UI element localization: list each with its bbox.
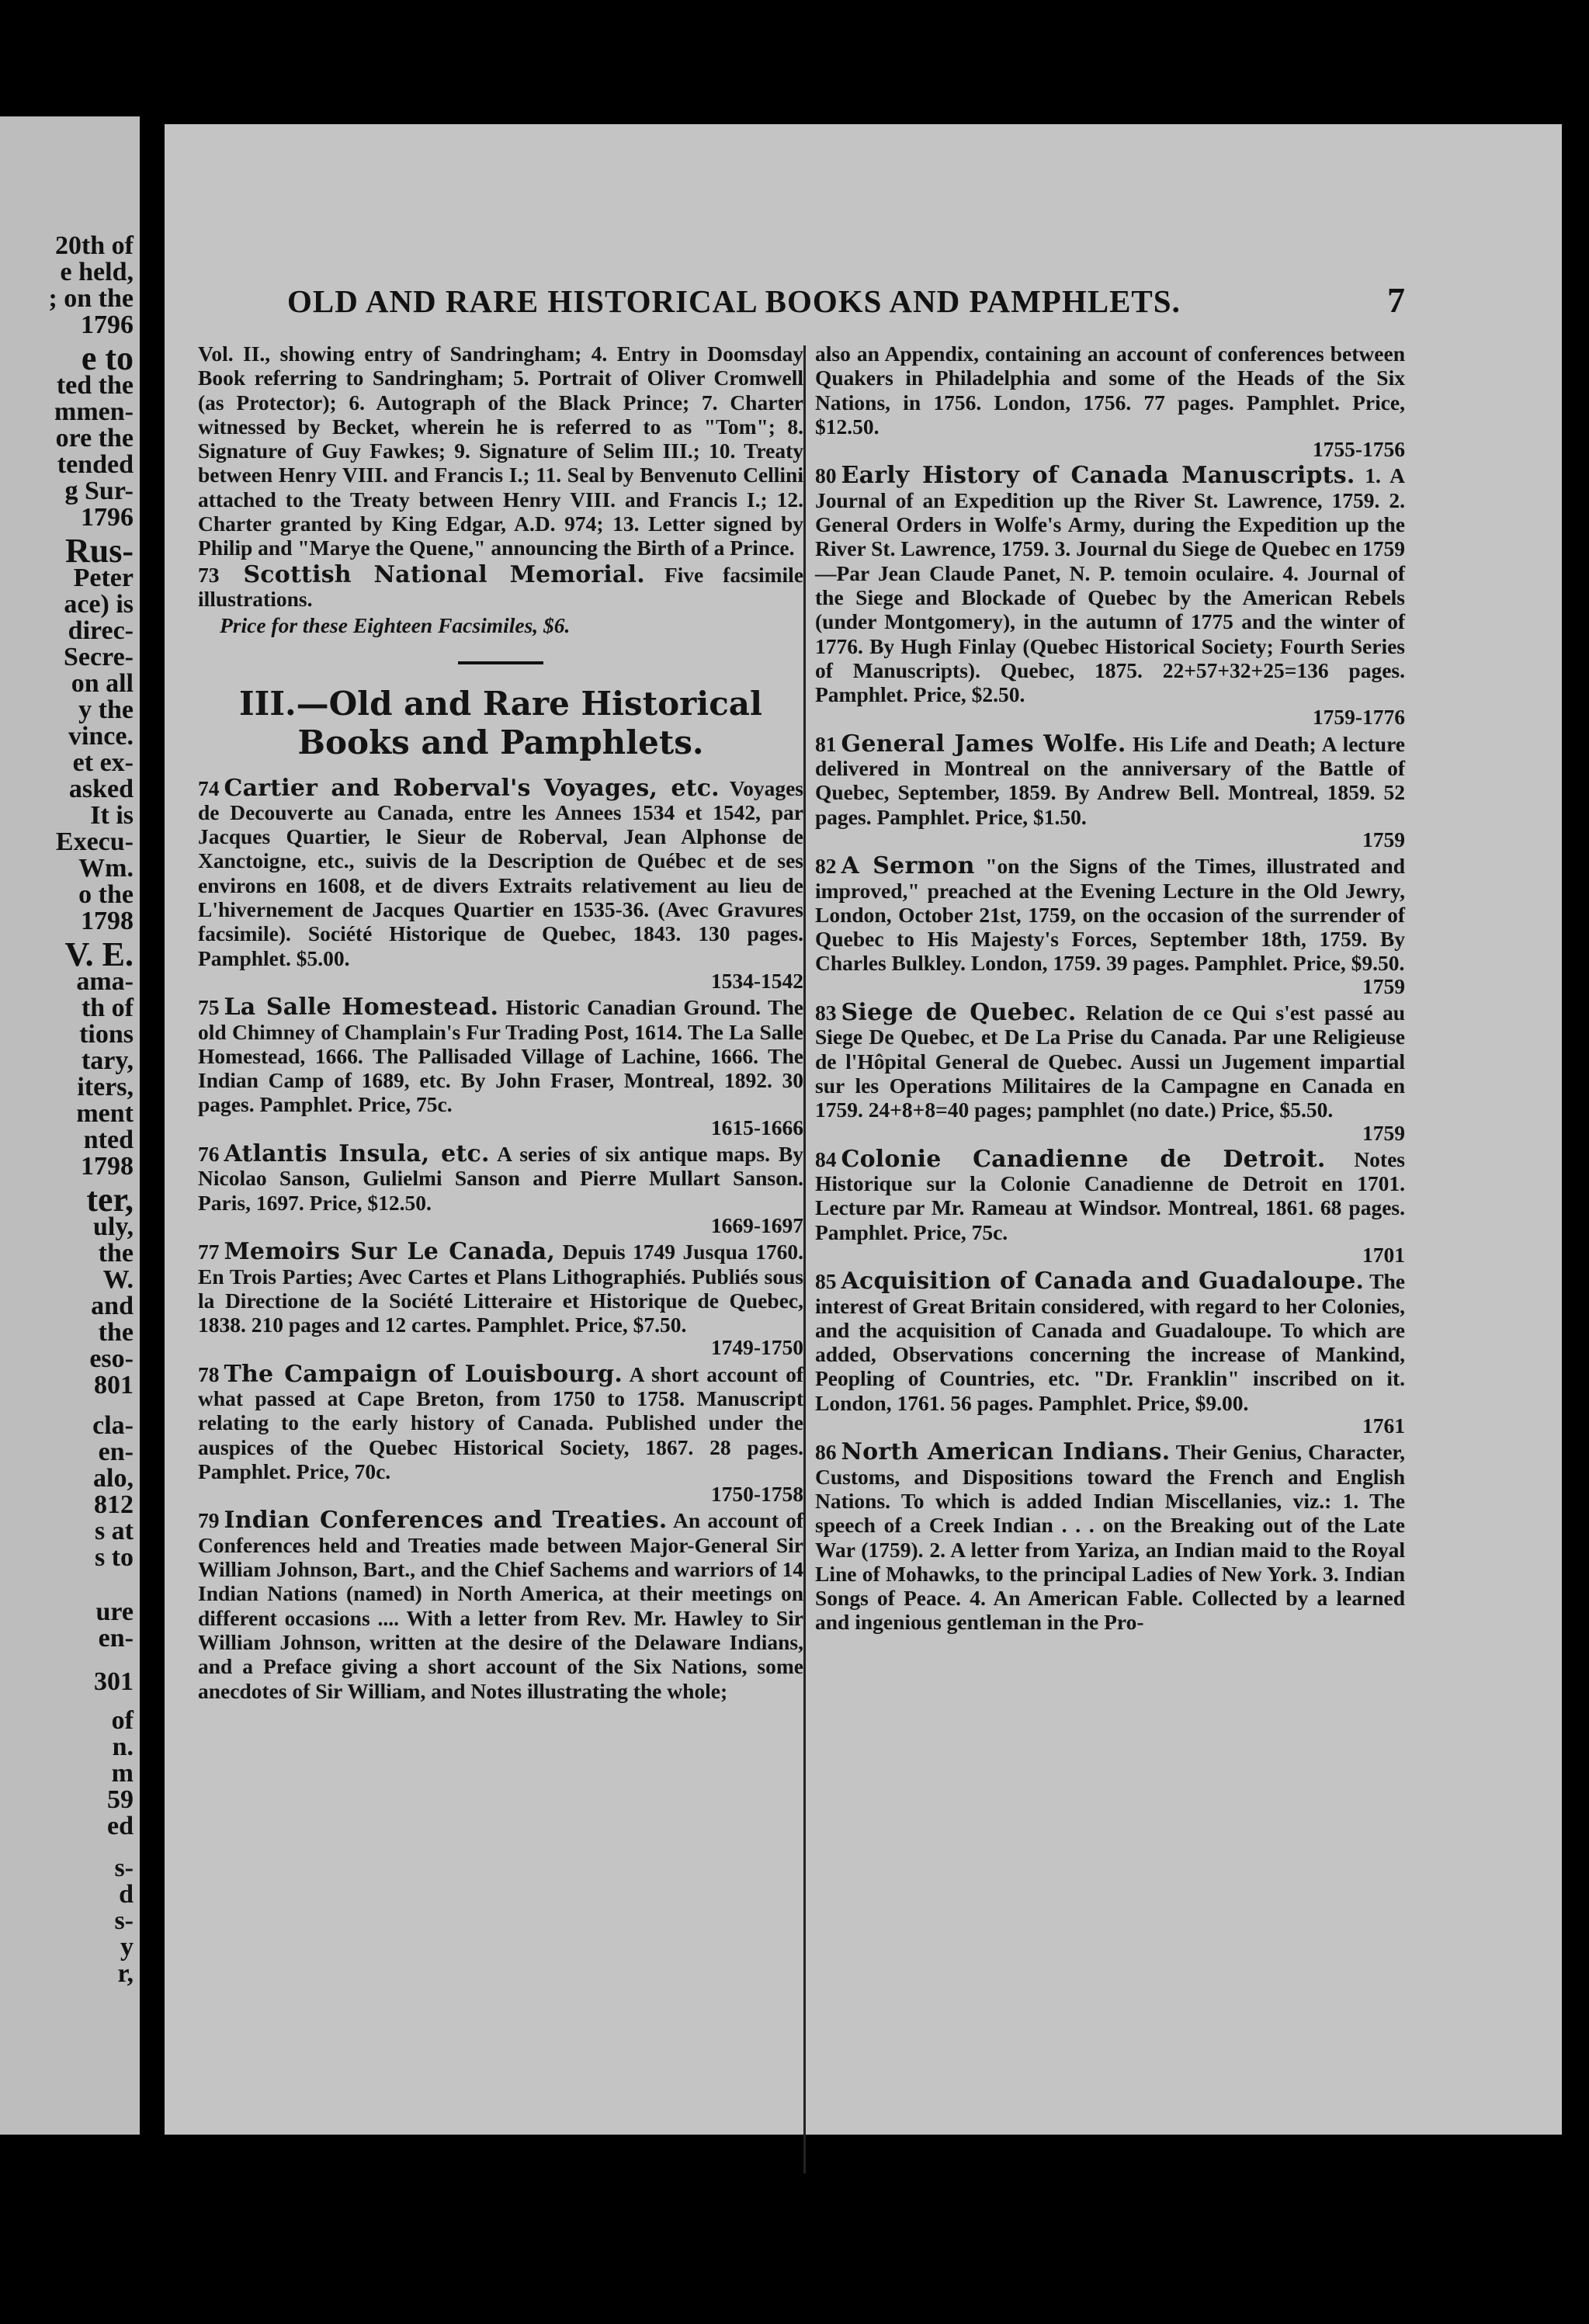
catalog-entry-73 bbox=[198, 560, 804, 612]
previous-page-text-fragment: Execu- bbox=[55, 827, 134, 856]
entry-dates: 1759 bbox=[1362, 827, 1405, 852]
catalog-entry bbox=[198, 1362, 803, 1507]
previous-page-text-fragment: mmen- bbox=[54, 397, 134, 426]
previous-page-text-fragment: and bbox=[91, 1292, 134, 1320]
entry-number: 79 bbox=[198, 1508, 220, 1533]
entry-dates: 1759 bbox=[1362, 973, 1405, 998]
catalog-entry bbox=[815, 854, 1405, 998]
previous-page-text-fragment: of bbox=[111, 1706, 134, 1735]
catalog-entry bbox=[815, 1440, 1405, 1634]
previous-page-text-fragment: 59 bbox=[107, 1785, 134, 1814]
previous-page-text-fragment: Wm. bbox=[78, 854, 134, 883]
entry-title: Scottish National Memorial. bbox=[243, 560, 645, 588]
previous-page-text-fragment: It is bbox=[90, 801, 134, 830]
entry-number: 82 bbox=[815, 854, 837, 879]
entry-description: An account of Conferences held and Treaties made between Major-General Sir William Johnson, Bart., and the Chief Sachems and warriors of 14 Indian Nations (named) in North America, at their meetings on different occasions .... With a letter from Rev. Mr. Hawley to Sir William Johnson, written at the desire of the Delaware Indians, and a Preface giving a short account of the Six Nations, some anecdotes of Sir William, and Notes illustrating the whole; bbox=[198, 1508, 803, 1703]
entry-number: 77 bbox=[198, 1240, 220, 1264]
previous-page-text-fragment: the bbox=[98, 1239, 134, 1268]
entry-description: Depuis 1749 Jusqua 1760. En Trois Parties; Avec Cartes et Plans Lithographiés. Publiés sous la Directione de la Société Litteraire et Historique de Quebec, 1838. 210 pages and 12 cartes. Pamphlet. Price, $7.50. bbox=[198, 1240, 803, 1337]
previous-page-text-fragment: ore the bbox=[55, 424, 134, 453]
previous-page-text-fragment: 301 bbox=[94, 1667, 134, 1696]
previous-page-fragment bbox=[0, 116, 140, 2135]
entry-number: 86 bbox=[815, 1440, 837, 1465]
previous-page-text-fragment: 1798 bbox=[81, 907, 134, 935]
previous-page-text-fragment: n. bbox=[112, 1733, 134, 1761]
catalog-entry bbox=[815, 732, 1405, 852]
entry-description: His Life and Death; A lecture delivered in Montreal on the anniversary of the Battle of Quebec, September, 1859. By Andrew Bell. Montreal, 1859. 52 pages. Pamphlet. Price, $1.50. bbox=[815, 731, 1406, 829]
previous-page-text-fragment: ter, bbox=[86, 1181, 134, 1219]
previous-page-text-fragment: eso- bbox=[89, 1344, 134, 1373]
entry-title: Colonie Canadienne de Detroit. bbox=[841, 1145, 1326, 1173]
previous-page-text-fragment: ed bbox=[107, 1812, 134, 1840]
entry-dates: 1534-1542 bbox=[710, 968, 803, 993]
entry-dates: 1761 bbox=[1362, 1413, 1405, 1438]
entry-description: Voyages de Decouverte au Canada, entre les Annees 1534 et 1542, par Jacques Quartier, le Sieur de Roberval, Jean Alphonse de Xanctoigne, etc., suivis de la Description de Québec et de ses environs en 1608, et de divers Extraits relativement au lieu de L'hivernement de Jacques Quartier en 1535-36. (Avec Gravures facsimile). Société Historique de Quebec, 1843. 130 pages. Pamphlet. $5.00. bbox=[198, 775, 803, 970]
previous-page-text-fragment: asked bbox=[68, 775, 134, 803]
previous-page-text-fragment: 1796 bbox=[81, 310, 134, 339]
previous-page-text-fragment: m bbox=[111, 1759, 134, 1788]
previous-page-text-fragment: iters, bbox=[77, 1073, 134, 1101]
catalog-entry bbox=[815, 1147, 1405, 1267]
previous-page-text-fragment: r, bbox=[117, 1959, 134, 1988]
previous-page-text-fragment: tary, bbox=[81, 1046, 134, 1075]
previous-page-text-fragment: uly, bbox=[93, 1212, 134, 1241]
entry-number: 76 bbox=[198, 1142, 220, 1167]
entry-description: A series of six antique maps. By Nicolao Sanson, Gulielmi Sanson and Pierre Mullart Sanson. Paris, 1697. Price, $12.50. bbox=[198, 1142, 804, 1215]
left-column bbox=[198, 342, 803, 1705]
entry-dates: 1755-1756 bbox=[1312, 437, 1405, 462]
previous-page-text-fragment: 801 bbox=[94, 1371, 134, 1400]
entry-dates: 1759-1776 bbox=[1312, 705, 1405, 730]
previous-page-text-fragment: et ex- bbox=[72, 748, 134, 777]
entry-title: Siege de Quebec. bbox=[841, 999, 1077, 1027]
entry-description: Five facsimile illustrations. bbox=[198, 562, 804, 611]
entry-number: 81 bbox=[815, 731, 837, 756]
previous-page-text-fragment: Rus- bbox=[64, 532, 134, 570]
previous-page-text-fragment: cla- bbox=[92, 1411, 134, 1440]
previous-page-text-fragment: 1798 bbox=[81, 1152, 134, 1181]
entry-title: The Campaign of Louisbourg. bbox=[224, 1360, 623, 1388]
entry-dates: 1669-1697 bbox=[710, 1212, 803, 1237]
previous-page-text-fragment: th of bbox=[81, 994, 134, 1022]
catalog-entry bbox=[198, 995, 803, 1139]
previous-page-text-fragment: 1796 bbox=[81, 503, 134, 532]
previous-page-text-fragment: tions bbox=[79, 1020, 134, 1049]
previous-page-text-fragment: s at bbox=[94, 1517, 134, 1545]
entry-description: "on the Signs of the Times, illustrated and improved," preached at the Evening Lecture in the Old Jewry, London, October 21st, 1759, on the occasion of the surrender of Quebec to His Majesty's Forces, September 18th, 1759. By Charles Bulkley. London, 1759. 39 pages. Pamphlet. Price, $9.50. bbox=[815, 854, 1405, 976]
previous-page-text-fragment: alo, bbox=[93, 1464, 134, 1493]
entry-title: North American Indians. bbox=[841, 1438, 1171, 1466]
previous-page-text-fragment: ace) is bbox=[64, 590, 134, 619]
previous-page-text-fragment: 20th of bbox=[54, 231, 134, 260]
page-number: 7 bbox=[1387, 280, 1405, 320]
entry-number: 84 bbox=[815, 1146, 837, 1171]
page-header bbox=[287, 279, 1405, 321]
entry-description: The interest of Great Britain considered, with regard to her Colonies, and the acquisition of Canada and Guadaloupe. To which are added, Observations concerning the increase of Mankind, Peopling of Countries, etc. "Dr. Franklin" inscribed on it. London, 1761. 56 pages. Pamphlet. Price, $9.00. bbox=[815, 1269, 1405, 1415]
catalog-entry bbox=[198, 776, 803, 994]
previous-page-text-fragment: ure bbox=[95, 1597, 134, 1626]
previous-page-text-fragment: s- bbox=[114, 1854, 134, 1882]
entry-title: La Salle Homestead. bbox=[224, 994, 499, 1022]
entry-dates: 1759 bbox=[1362, 1120, 1405, 1145]
continuation-text bbox=[815, 342, 1405, 461]
catalog-entry bbox=[198, 1508, 803, 1702]
entry-dates: 1701 bbox=[1362, 1242, 1405, 1267]
previous-page-text-fragment: e held, bbox=[60, 258, 134, 286]
entry-number: 75 bbox=[198, 995, 220, 1020]
previous-page-text-fragment: s- bbox=[114, 1906, 134, 1935]
previous-page-text-fragment: on all bbox=[71, 669, 134, 698]
entry-dates: 1749-1750 bbox=[710, 1335, 803, 1360]
section-rule bbox=[458, 661, 543, 664]
previous-page-text-fragment: W. bbox=[102, 1265, 134, 1294]
entry-description: Relation de ce Qui s'est passé au Siege De Quebec, et De La Prise du Canada. Par une Religieuse de l'Hôpital General de Quebec. Aussi un Jugement impartial sur les Operations Militaires de la Campagne en Canada en 1759. 24+8+8=40 pages; pamphlet (no date.) Price, $5.50. bbox=[815, 1001, 1406, 1122]
catalog-entry bbox=[815, 1001, 1405, 1145]
entry-description: Historic Canadian Ground. The old Chimney of Champlain's Fur Trading Post, 1614. The La Salle Homestead, 1666. The Pallisaded Village of Lachine, 1666. The Indian Camp of 1689, etc. By John Fraser, Montreal, 1892. 30 pages. Pamphlet. Price, 75c. bbox=[198, 995, 803, 1117]
entry-title: Cartier and Roberval's Voyages, etc. bbox=[224, 774, 720, 802]
right-column bbox=[815, 342, 1405, 1637]
entry-description: A short account of what passed at Cape Breton, from 1750 to 1758. Manuscript relating to the early history of Canada. Published under the auspices of the Quebec Historical Society, 1867. 28 pages. Pamphlet. Price, 70c. bbox=[198, 1361, 803, 1483]
previous-page-text-fragment: y the bbox=[78, 695, 134, 724]
entry-title: Memoirs Sur Le Canada, bbox=[224, 1238, 556, 1266]
catalog-entry bbox=[815, 463, 1405, 729]
previous-page-text-fragment: ama- bbox=[76, 967, 134, 996]
previous-page-text-fragment: nted bbox=[83, 1126, 134, 1154]
previous-page-text-fragment: y bbox=[120, 1933, 134, 1962]
catalog-entry bbox=[198, 1142, 803, 1237]
entry-title: Atlantis Insula, etc. bbox=[224, 1140, 490, 1168]
entry-description: Their Genius, Character, Customs, and Dispositions toward the French and English Nations. To which is added Indian Miscellanies, viz.: 1. The speech of a Creek Indian . . . on the Breaking out of the Late War (1759). 2. A letter from Yariza, an Indian maid to the Royal Line of Mohawks, to the principal Ladies of New York. 3. Indian Songs of Peace. 4. An American Fable. Collected by a learned and ingenious gentleman in the Pro- bbox=[815, 1440, 1405, 1635]
previous-page-text-fragment: e to bbox=[81, 339, 134, 377]
entry-number: 73 bbox=[198, 562, 220, 587]
previous-page-text-fragment: en- bbox=[98, 1624, 134, 1653]
previous-page-text-fragment: ted the bbox=[56, 371, 134, 400]
previous-page-text-fragment: the bbox=[98, 1318, 134, 1347]
previous-page-text-fragment: 812 bbox=[94, 1490, 134, 1519]
facsimile-price: Price for these Eighteen Facsimiles, $6. bbox=[220, 613, 571, 638]
entry-number: 80 bbox=[815, 463, 837, 488]
entry-description: Notes Historique sur la Colonie Canadienne de Detroit en 1701. Lecture par Mr. Rameau at Windsor. Montreal, 1861. 68 pages. Pamphlet. Price, 75c. bbox=[815, 1146, 1405, 1244]
previous-page-text-fragment: vince. bbox=[68, 722, 134, 751]
entry-title: Early History of Canada Manuscripts. bbox=[841, 462, 1355, 490]
entry-number: 85 bbox=[815, 1269, 837, 1294]
right-entries bbox=[815, 463, 1405, 1634]
previous-page-text-fragment: en- bbox=[98, 1438, 134, 1466]
catalog-entry bbox=[815, 1269, 1405, 1438]
entry-description: 1. A Journal of an Expedition up the River St. Lawrence, 1759. 2. General Orders in Wolfe's Army, during the Expedition up the River St. Lawrence, 1759. 3. Journal du Siege de Quebec en 1759—Par Jean Claude Panet, N. P. temoin oculaire. 4. Journal of the Siege and Blockade of Quebec by the American Rebels (under Montgomery), in the autumn of 1775 and the winter of 1776. By Hugh Finlay (Quebec Historical Society; Fourth Series of Manuscripts). Quebec, 1875. 22+57+32+25=136 pages. Pamphlet. Price, $2.50. bbox=[815, 463, 1405, 707]
previous-page-text-fragment: direc- bbox=[68, 616, 134, 645]
running-head: OLD AND RARE HISTORICAL BOOKS AND PAMPHLETS. bbox=[287, 283, 1181, 319]
entry-dates: 1615-1666 bbox=[710, 1115, 803, 1139]
previous-page-text-fragment: d bbox=[119, 1880, 134, 1909]
previous-page-text-fragment: ment bbox=[76, 1099, 134, 1128]
entry-number: 78 bbox=[198, 1361, 220, 1386]
column-divider bbox=[803, 345, 806, 2173]
previous-page-text-fragment: o the bbox=[78, 880, 134, 909]
previous-page-text-fragment: Peter bbox=[73, 564, 134, 592]
entry-dates: 1750-1758 bbox=[710, 1482, 803, 1507]
continuation-body: also an Appendix, containing an account of conferences between Quakers in Philadelphia and some of the Heads of the Six Nations, in 1756. London, 1756. 77 pages. Pamphlet. Price, $12.50. bbox=[815, 342, 1405, 439]
entry-number: 74 bbox=[198, 775, 220, 800]
entry-number: 83 bbox=[815, 1001, 837, 1025]
continuation-text: Vol. II., showing entry of Sandringham; 4. Entry in Doomsday Book referring to Sandringham; 5. Portrait of Oliver Cromwell (as Protector); 6. Autograph of the Black Prince; 7. Charter witnessed by Becket, wherein he is referred to as "Tom"; 8. Signature of Guy Fawkes; 9. Signature of Selim III.; 10. Treaty between Henry VIII. and Francis I.; 11. Seal by Benvenuto Cellini attached to the Treaty between Henry VIII. and Francis I.; 12. Charter granted by King Edgar, A.D. 974; 13. Letter signed by Philip and "Marye the Quene," announcing the Birth of a Prince. bbox=[198, 342, 803, 560]
previous-page-text-fragment: Secre- bbox=[64, 643, 134, 671]
catalog-entry bbox=[198, 1240, 803, 1359]
previous-page-text-fragment: tended bbox=[57, 450, 134, 479]
previous-page-text-fragment: g Sur- bbox=[64, 477, 134, 505]
entry-title: General James Wolfe. bbox=[841, 730, 1126, 758]
previous-page-text-fragment: ; on the bbox=[48, 284, 134, 313]
entry-title: Acquisition of Canada and Guadaloupe. bbox=[841, 1268, 1365, 1296]
left-entries bbox=[198, 776, 803, 1703]
section-heading: III.—Old and Rare Historical Books and Pamphlets. bbox=[239, 684, 762, 761]
entry-title: Indian Conferences and Treaties. bbox=[224, 1507, 668, 1535]
entry-title: A Sermon bbox=[841, 852, 975, 880]
previous-page-text-fragment: V. E. bbox=[64, 935, 134, 973]
previous-page-text-fragment: s to bbox=[94, 1543, 134, 1572]
